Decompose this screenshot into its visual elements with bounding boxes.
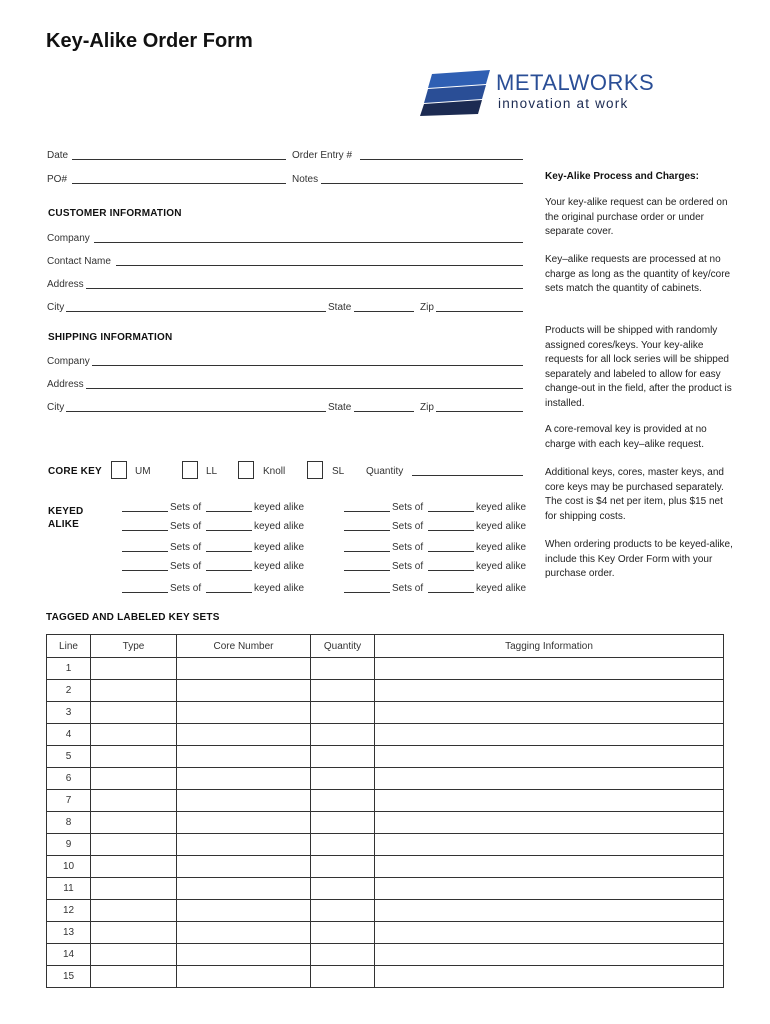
shipping-company-field[interactable] [92, 365, 523, 366]
customer-city-label: City [47, 302, 65, 313]
quantity-cell[interactable] [311, 878, 375, 900]
side-bullet-1: Your key-alike request can be ordered on the original purchase order or under separate cover. [545, 197, 728, 237]
tagged-heading: TAGGED AND LABELED KEY SETS [46, 612, 220, 623]
side-bullet-3: Products will be shipped with randomly assigned cores/keys. Your key-alike requests for all lock series will be shipped separately and labeled to allow for easy change-out in the field, after the product is installed. [545, 325, 732, 409]
keyed-sets-field[interactable] [122, 530, 168, 531]
core-number-cell[interactable] [177, 966, 311, 988]
table-row [47, 900, 724, 922]
keyed-alike-label [48, 505, 83, 531]
keyed-count-field[interactable] [206, 570, 252, 571]
line-number: 9 [47, 834, 91, 856]
type-cell[interactable] [91, 658, 177, 680]
po-label: PO# [47, 174, 68, 185]
type-cell[interactable] [91, 900, 177, 922]
core-quantity-field[interactable] [412, 475, 523, 476]
customer-zip-label: Zip [420, 302, 434, 313]
quantity-label: Quantity [366, 466, 404, 477]
logo-brand: METALWORKS [496, 70, 655, 95]
keyed-alike-text: keyed alike [254, 583, 305, 594]
sets-of-label: Sets of [392, 561, 424, 572]
keyed-alike-text: keyed alike [254, 521, 305, 532]
col-type: Type [91, 635, 177, 658]
notes-label: Notes [292, 174, 319, 185]
keyed-alike-text: keyed alike [476, 521, 527, 532]
table-row [47, 768, 724, 790]
shipping-zip-field[interactable] [436, 411, 523, 412]
tagging-info-cell[interactable] [375, 658, 724, 680]
customer-contact-field[interactable] [116, 265, 523, 266]
sets-of-label: Sets of [392, 502, 424, 513]
quantity-cell[interactable] [311, 702, 375, 724]
customer-state-field[interactable] [354, 311, 414, 312]
tagging-info-cell[interactable] [375, 768, 724, 790]
keyed-alike-text: keyed alike [254, 502, 305, 513]
keyed-count-field[interactable] [428, 570, 474, 571]
quantity-cell[interactable] [311, 680, 375, 702]
tagging-info-cell[interactable] [375, 944, 724, 966]
core-number-cell[interactable] [177, 878, 311, 900]
tagging-info-cell[interactable] [375, 724, 724, 746]
core-number-cell[interactable] [177, 944, 311, 966]
keyed-alike-text: keyed alike [476, 583, 527, 594]
sets-of-label: Sets of [392, 583, 424, 594]
type-cell[interactable] [91, 878, 177, 900]
customer-city-field[interactable] [66, 311, 326, 312]
col-tagging-info: Tagging Information [375, 635, 724, 658]
keyed-count-field[interactable] [206, 511, 252, 512]
type-cell[interactable] [91, 922, 177, 944]
sl-option-label: SL [332, 466, 345, 477]
sets-of-label: Sets of [392, 542, 424, 553]
quantity-cell[interactable] [311, 812, 375, 834]
keyed-sets-field[interactable] [122, 551, 168, 552]
shipping-city-field[interactable] [66, 411, 326, 412]
keyed-alike-text: keyed alike [476, 502, 527, 513]
quantity-cell[interactable] [311, 834, 375, 856]
line-number: 1 [47, 658, 91, 680]
keyed-count-field[interactable] [428, 592, 474, 593]
side-bullet-4: A core-removal key is provided at no charge with each key–alike request. [545, 424, 707, 450]
type-cell[interactable] [91, 724, 177, 746]
quantity-cell[interactable] [311, 768, 375, 790]
customer-zip-field[interactable] [436, 311, 523, 312]
type-cell[interactable] [91, 812, 177, 834]
line-number: 14 [47, 944, 91, 966]
logo-tagline: innovation at work [498, 96, 629, 111]
keyed-alike-text: keyed alike [254, 561, 305, 572]
date-label: Date [47, 150, 69, 161]
customer-address-field[interactable] [86, 288, 523, 289]
keyed-sets-field[interactable] [344, 570, 390, 571]
po-field[interactable] [72, 183, 286, 184]
line-number: 11 [47, 878, 91, 900]
core-number-cell[interactable] [177, 658, 311, 680]
sl-checkbox[interactable] [307, 461, 323, 479]
table-row [47, 746, 724, 768]
core-number-cell[interactable] [177, 702, 311, 724]
ll-option-label: LL [206, 466, 218, 477]
sets-of-label: Sets of [170, 542, 202, 553]
core-number-cell[interactable] [177, 790, 311, 812]
keyed-alike-text: keyed alike [476, 561, 527, 572]
shipping-heading: SHIPPING INFORMATION [48, 332, 173, 343]
tagging-info-cell[interactable] [375, 702, 724, 724]
core-number-cell[interactable] [177, 834, 311, 856]
core-number-cell[interactable] [177, 812, 311, 834]
sets-of-label: Sets of [170, 521, 202, 532]
tagging-info-cell[interactable] [375, 966, 724, 988]
core-number-cell[interactable] [177, 680, 311, 702]
shipping-address-field[interactable] [86, 388, 523, 389]
line-number: 10 [47, 856, 91, 878]
type-cell[interactable] [91, 834, 177, 856]
shipping-state-label: State [328, 402, 352, 413]
tagging-info-cell[interactable] [375, 878, 724, 900]
core-key-label: CORE KEY [48, 466, 102, 477]
shipping-company-label: Company [47, 356, 90, 367]
type-cell[interactable] [91, 768, 177, 790]
keyed-count-field[interactable] [206, 530, 252, 531]
keyed-sets-field[interactable] [122, 570, 168, 571]
customer-address-label: Address [47, 279, 84, 290]
core-number-cell[interactable] [177, 856, 311, 878]
tagging-info-cell[interactable] [375, 746, 724, 768]
order-entry-label: Order Entry # [292, 150, 353, 161]
quantity-cell[interactable] [311, 790, 375, 812]
shipping-address-label: Address [47, 379, 84, 390]
customer-company-label: Company [47, 233, 90, 244]
notes-field[interactable] [321, 183, 523, 184]
sets-of-label: Sets of [392, 521, 424, 532]
table-row [47, 834, 724, 856]
quantity-cell[interactable] [311, 658, 375, 680]
line-number: 3 [47, 702, 91, 724]
keyed-count-field[interactable] [206, 592, 252, 593]
sets-of-label: Sets of [170, 502, 202, 513]
customer-heading: CUSTOMER INFORMATION [48, 208, 182, 219]
keyed-sets-field[interactable] [344, 592, 390, 593]
ll-checkbox[interactable] [182, 461, 198, 479]
table-row [47, 680, 724, 702]
tagging-info-cell[interactable] [375, 834, 724, 856]
quantity-cell[interactable] [311, 724, 375, 746]
table-row [47, 966, 724, 988]
tagging-info-cell[interactable] [375, 812, 724, 834]
logo-mark-icon [420, 70, 492, 116]
type-cell[interactable] [91, 856, 177, 878]
line-number: 7 [47, 790, 91, 812]
um-option-label: UM [135, 466, 151, 477]
customer-state-label: State [328, 302, 352, 313]
line-number: 15 [47, 966, 91, 988]
shipping-city-label: City [47, 402, 65, 413]
keyed-alike-text: keyed alike [476, 542, 527, 553]
tagged-header-row [47, 635, 724, 658]
keyed-label-line1: KEYED [48, 506, 84, 517]
line-number: 4 [47, 724, 91, 746]
keyed-label-line2: ALIKE [48, 519, 79, 530]
quantity-cell[interactable] [311, 944, 375, 966]
sets-of-label: Sets of [170, 561, 202, 572]
core-number-cell[interactable] [177, 922, 311, 944]
side-bullet-5: Additional keys, cores, master keys, and core keys may be purchased separately. The cost is $4 net per item, plus $15 net for shipping costs. [545, 467, 724, 522]
type-cell[interactable] [91, 790, 177, 812]
table-row [47, 724, 724, 746]
line-number: 13 [47, 922, 91, 944]
table-row [47, 658, 724, 680]
quantity-cell[interactable] [311, 966, 375, 988]
keyed-count-field[interactable] [428, 551, 474, 552]
metalworks-logo [420, 70, 720, 118]
line-number: 2 [47, 680, 91, 702]
table-row [47, 944, 724, 966]
side-footer: When ordering products to be keyed-alike, include this Key Order Form with your purchase order. [545, 539, 733, 579]
keyed-sets-field[interactable] [344, 530, 390, 531]
quantity-cell[interactable] [311, 856, 375, 878]
um-checkbox[interactable] [111, 461, 127, 479]
date-field[interactable] [72, 159, 286, 160]
tagging-info-cell[interactable] [375, 856, 724, 878]
core-number-cell[interactable] [177, 768, 311, 790]
table-row [47, 790, 724, 812]
keyed-count-field[interactable] [428, 530, 474, 531]
keyed-count-field[interactable] [206, 551, 252, 552]
col-quantity: Quantity [311, 635, 375, 658]
side-heading: Key-Alike Process and Charges: [545, 171, 699, 182]
keyed-sets-field[interactable] [344, 511, 390, 512]
quantity-cell[interactable] [311, 900, 375, 922]
quantity-cell[interactable] [311, 746, 375, 768]
table-row [47, 922, 724, 944]
col-line: Line [47, 635, 91, 658]
sets-of-label: Sets of [170, 583, 202, 594]
type-cell[interactable] [91, 746, 177, 768]
knoll-option-label: Knoll [263, 466, 286, 477]
table-row [47, 812, 724, 834]
type-cell[interactable] [91, 966, 177, 988]
tagging-info-cell[interactable] [375, 900, 724, 922]
order-entry-field[interactable] [360, 159, 523, 160]
knoll-checkbox[interactable] [238, 461, 254, 479]
line-number: 5 [47, 746, 91, 768]
customer-company-field[interactable] [94, 242, 523, 243]
table-row [47, 878, 724, 900]
type-cell[interactable] [91, 680, 177, 702]
core-number-cell[interactable] [177, 724, 311, 746]
col-core-number: Core Number [177, 635, 311, 658]
keyed-count-field[interactable] [428, 511, 474, 512]
shipping-state-field[interactable] [354, 411, 414, 412]
keyed-sets-field[interactable] [344, 551, 390, 552]
keyed-sets-field[interactable] [122, 592, 168, 593]
page-title: Key-Alike Order Form [46, 30, 253, 52]
line-number: 12 [47, 900, 91, 922]
shipping-zip-label: Zip [420, 402, 434, 413]
tagging-info-cell[interactable] [375, 680, 724, 702]
quantity-cell[interactable] [311, 922, 375, 944]
type-cell[interactable] [91, 702, 177, 724]
type-cell[interactable] [91, 944, 177, 966]
side-bullet-2: Key–alike requests are processed at no charge as long as the quantity of key/core sets match the quantity of cabinets. [545, 254, 731, 294]
core-number-cell[interactable] [177, 900, 311, 922]
line-number: 8 [47, 812, 91, 834]
tagged-table [46, 634, 724, 988]
table-row [47, 856, 724, 878]
line-number: 6 [47, 768, 91, 790]
tagging-info-cell[interactable] [375, 790, 724, 812]
core-number-cell[interactable] [177, 746, 311, 768]
customer-contact-label: Contact Name [47, 256, 111, 267]
keyed-alike-text: keyed alike [254, 542, 305, 553]
table-row [47, 702, 724, 724]
keyed-sets-field[interactable] [122, 511, 168, 512]
tagging-info-cell[interactable] [375, 922, 724, 944]
